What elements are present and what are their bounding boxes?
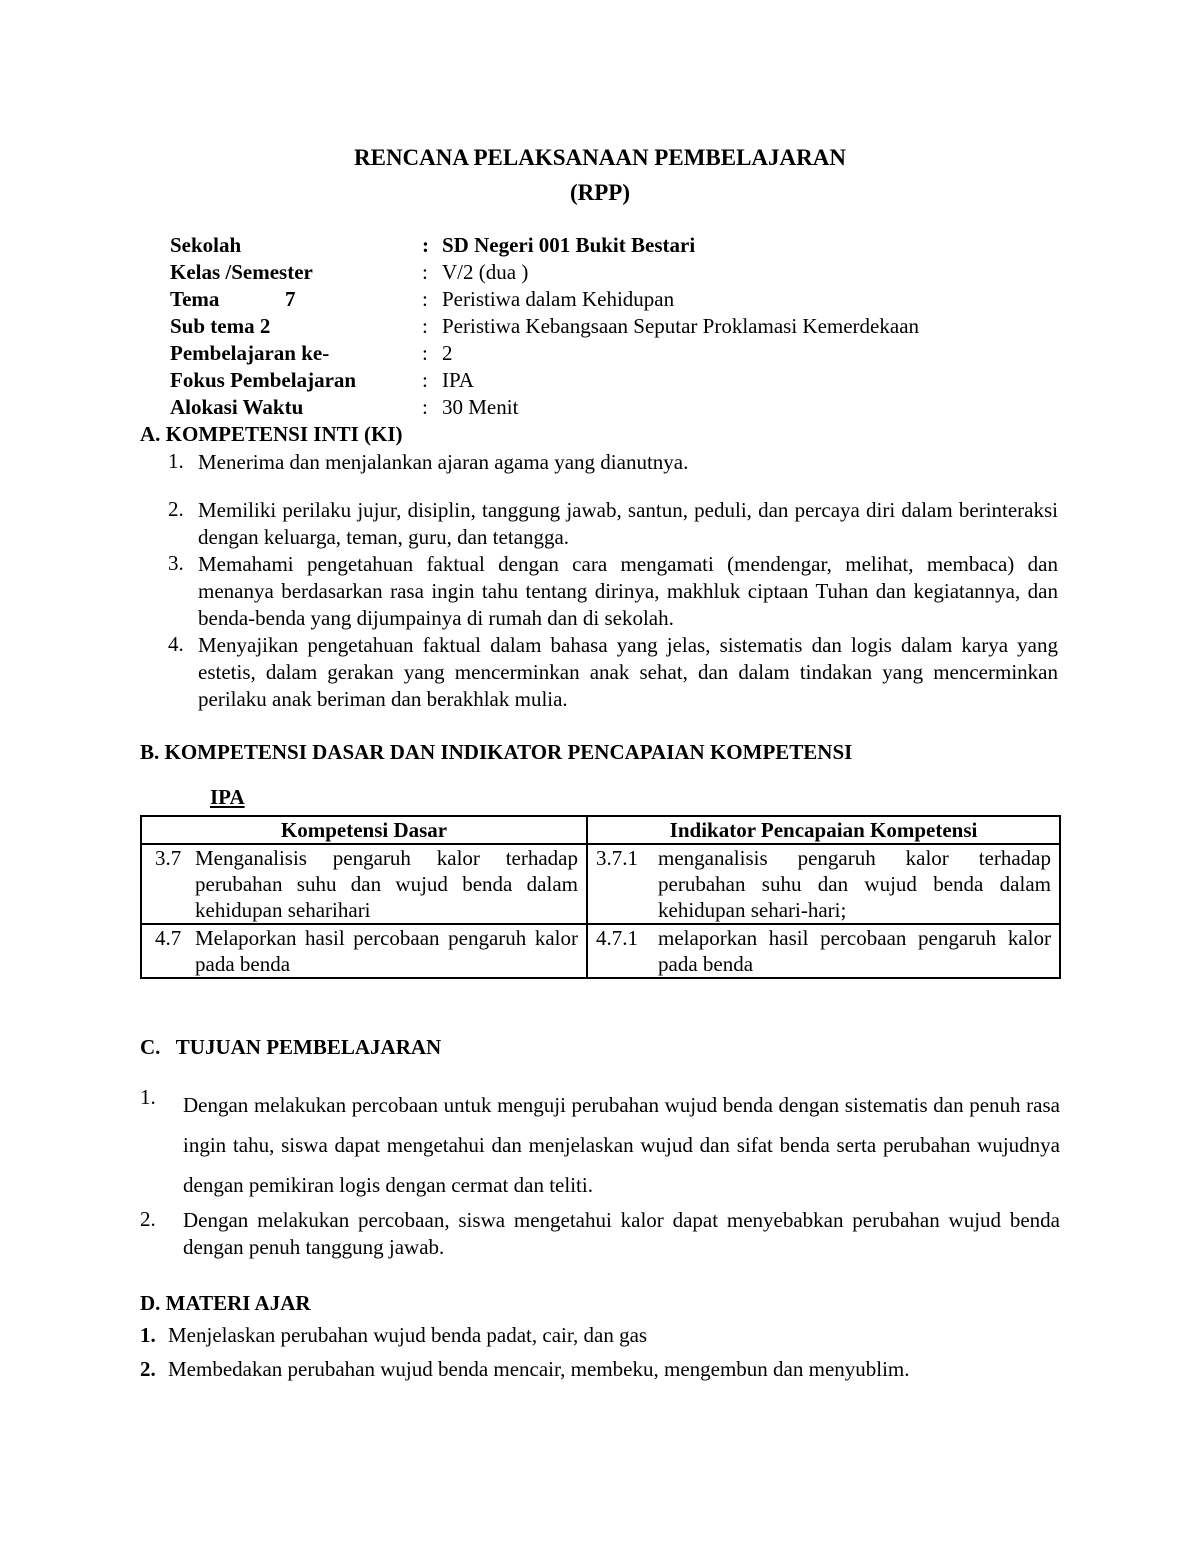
- identity-value: V/2 (dua ): [442, 260, 529, 284]
- ipk-text: menganalisis pengaruh kalor terhadap perubahan suhu dan wujud benda dalam kehidupan sehari-hari;: [658, 846, 1051, 922]
- ki-item-number: 1.: [168, 449, 184, 473]
- identity-tema-number: 7: [285, 287, 296, 311]
- ki-item-number: 3.: [168, 551, 184, 575]
- document-title: RENCANA PELAKSANAAN PEMBELAJARAN: [354, 145, 846, 170]
- ki-item-text: Menyajikan pengetahuan faktual dalam bahasa yang jelas, sistematis dan logis dalam karya yang estetis, dalam gerakan yang mencerminkan anak sehat, dan dalam tindakan yang mencerminkan perilaku anak beriman dan berakhlak mulia.: [198, 633, 1058, 711]
- table-header-ipk: Indikator Pencapaian Kompetensi: [587, 816, 1060, 844]
- identity-colon: :: [422, 260, 428, 284]
- kd-text: Menganalisis pengaruh kalor terhadap perubahan suhu dan wujud benda dalam kehidupan sehariharі: [195, 846, 578, 922]
- identity-value: Peristiwa dalam Kehidupan: [442, 287, 675, 311]
- identity-label: Alokasi Waktu: [170, 395, 304, 419]
- table-header-row: [141, 816, 1060, 844]
- materi-item-text: Membedakan perubahan wujud benda mencair, membeku, mengembun dan menyublim.: [168, 1357, 910, 1381]
- ki-item-text: Menerima dan menjalankan ajaran agama yang dianutnya.: [198, 450, 689, 474]
- identity-label: Tema: [170, 287, 220, 311]
- table-cell-ipk: [587, 924, 1060, 978]
- ki-item-text: Memiliki perilaku jujur, disiplin, tanggung jawab, santun, peduli, dan percaya diri dalam berinteraksi dengan keluarga, teman, guru, dan tetangga.: [198, 498, 1058, 549]
- tujuan-item-text: Dengan melakukan percobaan untuk menguji perubahan wujud benda dengan sistematis dan penuh rasa ingin tahu, siswa dapat mengetahui dan menjelaskan wujud dan sifat benda serta perubahan wujudnya dengan pemikiran logis dengan cermat dan teliti.: [183, 1093, 1060, 1197]
- kd-text: Melaporkan hasil percobaan pengaruh kalor pada benda: [195, 926, 578, 976]
- ipk-number: 3.7.1: [596, 846, 638, 870]
- tujuan-item-number: 1.: [140, 1085, 156, 1109]
- identity-value: SD Negeri 001 Bukit Bestari: [442, 233, 696, 257]
- section-d-heading: D. MATERI AJAR: [140, 1291, 311, 1315]
- tujuan-item-text: Dengan melakukan percobaan, siswa mengetahui kalor dapat menyebabkan perubahan wujud benda dengan penuh tanggung jawab.: [183, 1208, 1060, 1259]
- identity-row-pembelajaran: [170, 340, 1070, 367]
- section-b-heading: B. KOMPETENSI DASAR DAN INDIKATOR PENCAPAIAN KOMPETENSI: [140, 740, 853, 764]
- table-cell-kd: [141, 924, 587, 978]
- identity-label: Sekolah: [170, 233, 242, 257]
- ki-item-text: Memahami pengetahuan faktual dengan cara mengamati (mendengar, melihat, membaca) dan menanya berdasarkan rasa ingin tahu tentang dirinya, makhluk ciptaan Tuhan dan kegiatannya, dan benda-benda yang dijumpainya di rumah dan di sekolah.: [198, 552, 1058, 630]
- identity-row-alokasi: [170, 394, 1070, 421]
- kd-ipk-table: [140, 815, 1061, 979]
- identity-label: Pembelajaran ke-: [170, 341, 330, 365]
- identity-value: 30 Menit: [442, 395, 519, 419]
- section-c-heading: C. TUJUAN PEMBELAJARAN: [140, 1035, 442, 1059]
- identity-row-subtema: [170, 313, 1070, 340]
- identity-colon: :: [422, 233, 429, 257]
- identity-value: 2: [442, 341, 453, 365]
- materi-item-number: 2.: [140, 1357, 156, 1381]
- ipk-number: 4.7.1: [596, 926, 638, 950]
- document-subtitle: (RPP): [569, 180, 631, 205]
- table-row: [141, 844, 1060, 924]
- table-cell-kd: [141, 844, 587, 924]
- identity-value: IPA: [442, 368, 474, 392]
- identity-label: Sub tema 2: [170, 314, 271, 338]
- identity-label: Fokus Pembelajaran: [170, 368, 357, 392]
- identity-colon: :: [422, 314, 428, 338]
- kd-number: 4.7: [155, 926, 182, 950]
- table-header-kd: Kompetensi Dasar: [141, 816, 587, 844]
- identity-value: Peristiwa Kebangsaan Seputar Proklamasi Kemerdekaan: [442, 314, 920, 338]
- ki-item-number: 4.: [168, 632, 184, 656]
- identity-colon: :: [422, 368, 428, 392]
- identity-row-kelas: [170, 259, 1070, 286]
- identity-row-fokus: [170, 367, 1070, 394]
- table-cell-ipk: [587, 844, 1060, 924]
- table-row: [141, 924, 1060, 978]
- materi-item: [140, 1355, 1060, 1383]
- section-a-heading: A. KOMPETENSI INTI (KI): [140, 422, 403, 446]
- tujuan-item-number: 2.: [140, 1207, 156, 1231]
- materi-item-number: 1.: [140, 1323, 156, 1347]
- identity-row-sekolah: [170, 232, 1070, 259]
- subject-label: IPA: [210, 785, 245, 809]
- ipk-text: melaporkan hasil percobaan pengaruh kalor pada benda: [658, 926, 1051, 976]
- identity-colon: :: [422, 287, 428, 311]
- ki-item-number: 2.: [168, 497, 184, 521]
- identity-row-tema: [170, 286, 1070, 313]
- materi-item-text: Menjelaskan perubahan wujud benda padat, cair, dan gas: [168, 1323, 648, 1347]
- identity-label: Kelas /Semester: [170, 260, 313, 284]
- identity-colon: :: [422, 395, 428, 419]
- materi-item: [140, 1321, 1060, 1349]
- kd-number: 3.7: [155, 846, 182, 870]
- identity-colon: :: [422, 341, 428, 365]
